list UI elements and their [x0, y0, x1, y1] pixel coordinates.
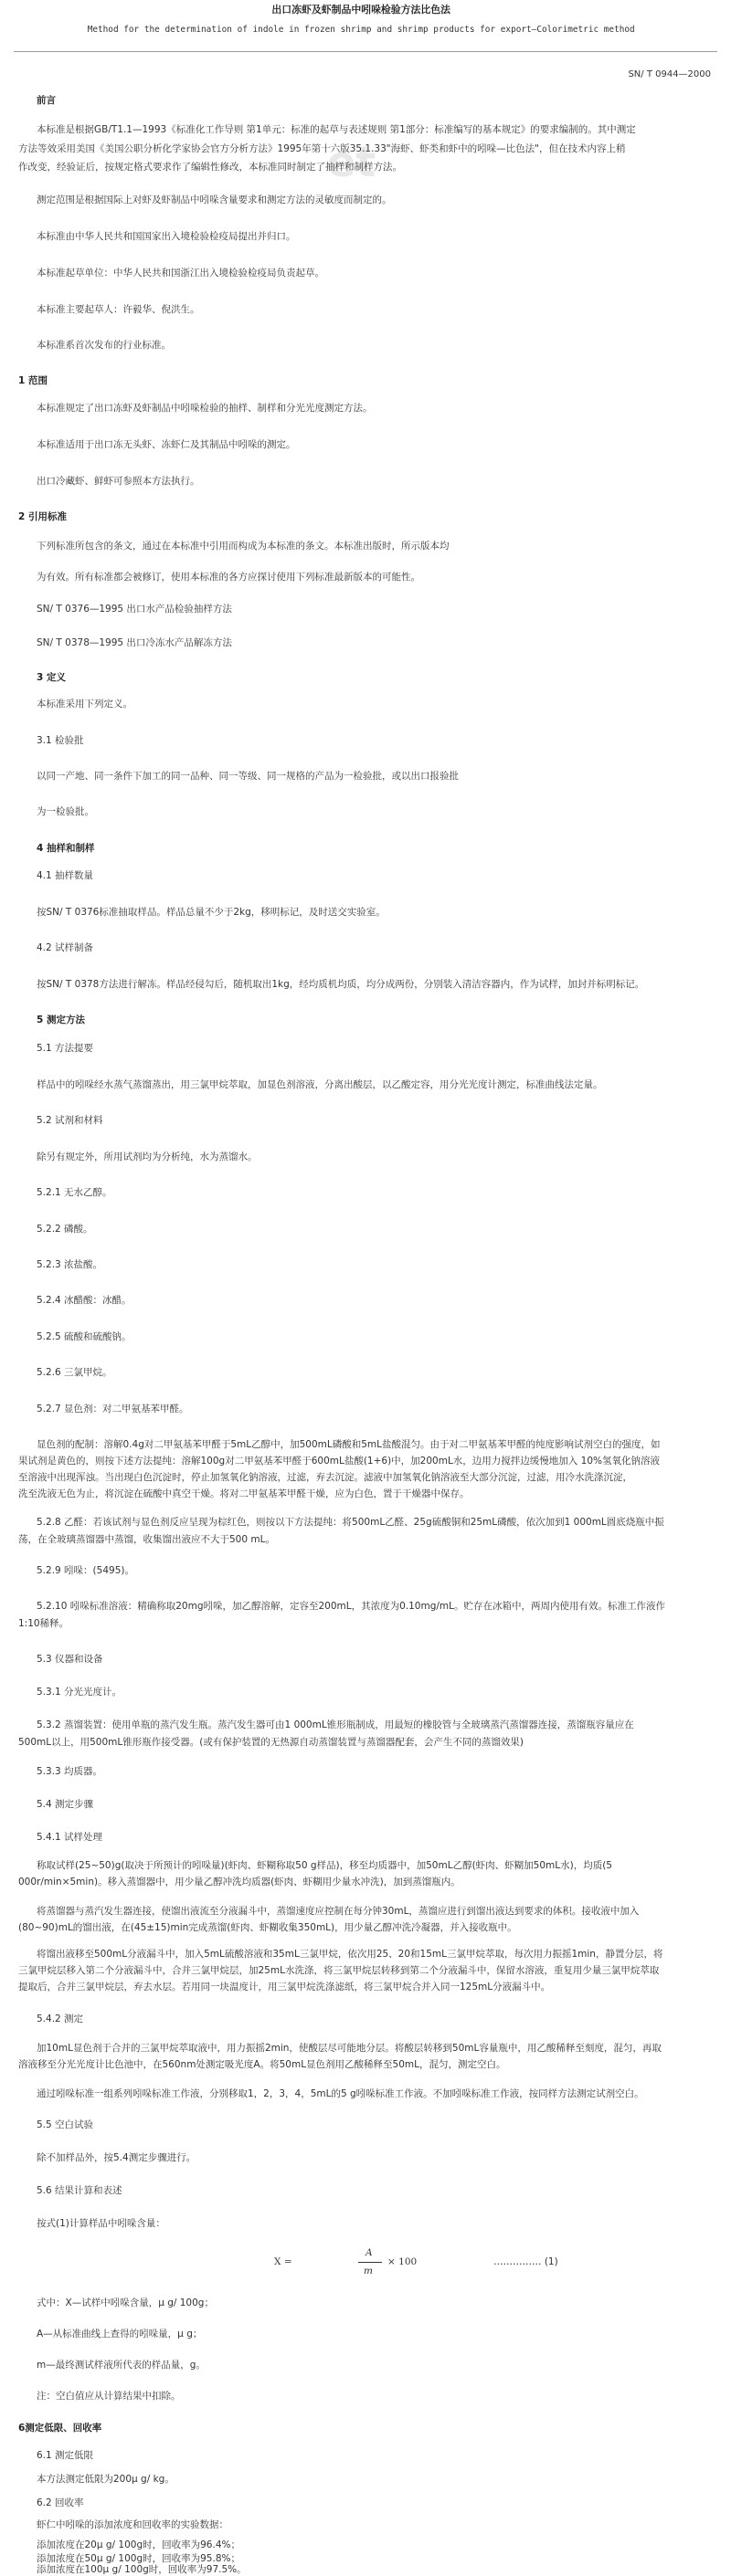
document-title: 出口冻虾及虾制品中吲哚检验方法比色法 [271, 4, 451, 16]
reagent-item: 5.2.3 浓盐酸。 [37, 1259, 103, 1270]
subsection-heading: 5.4.1 试样处理 [37, 1832, 103, 1843]
reagent-item: 5.2.2 磷酸。 [37, 1224, 93, 1235]
paragraph-line: 加10mL显色剂于合并的三氯甲烷萃取液中，用力振摇2min，使酸层尽可能地分层。将酸层转移到50mL容量瓶中，用乙酸稀释至刻度，混匀，再取 [37, 2043, 662, 2054]
paragraph: 样品中的吲哚经水蒸气蒸馏蒸出，用三氯甲烷萃取，加显色剂溶液，分离出酸层，以乙酸定容，用分光光度计测定，标准曲线法定量。 [37, 1079, 603, 1090]
paragraph: 本标准采用下列定义。 [37, 699, 132, 710]
formula-variable-definition: A—从标准曲线上查得的吲哚量，μ g； [37, 2329, 203, 2339]
recovery-result: 添加浓度在50μ g/ 100g时，回收率为95.8%； [37, 2553, 240, 2564]
paragraph-line: 三氯甲烷层移入第二个分液漏斗中，合并三氯甲烷层，加25mL水洗涤，将三氯甲烷层转移到第二个分液漏斗中，保留水溶液，重复用少量三氯甲烷萃取 [18, 1965, 660, 1976]
formula-1 [274, 2245, 558, 2285]
recovery-result: 添加浓度在20μ g/ 100g时，回收率为96.4%； [37, 2539, 240, 2550]
paragraph-line: 果试剂是黄色的，则按下述方法提纯：溶解100g对二甲氨基苯甲醛于600mL盐酸(1+6)中，加200mL水，边用力搅拌边缓慢地加入 10%氢氧化钠溶液 [18, 1456, 660, 1467]
reagent-item: 5.2.9 吲哚：(5495)。 [37, 1565, 134, 1576]
paragraph-line: 溶液移至分光光度计比色池中，在560nm处测定吸光度A。将50mL显色剂用乙酸稀释至50mL，混匀，测定空白。 [18, 2059, 506, 2070]
reagent-item: 5.2.4 冰醋酸：冰醋。 [37, 1295, 132, 1306]
section-heading: 6测定低限、回收率 [18, 2423, 102, 2434]
reagent-item: 5.2.1 无水乙醇。 [37, 1187, 112, 1198]
subsection-heading: 5.6 结果计算和表述 [37, 2185, 122, 2196]
paragraph-line: 将蒸馏器与蒸汽发生器连接，使馏出液流至分液漏斗中，蒸馏速度应控制在每分钟30mL，蒸馏应进行到馏出液达到要求的体积。接收液中加入 [37, 1906, 640, 1917]
foreword-paragraph: 本标准系首次发布的行业标准。 [37, 340, 171, 351]
paragraph-line: 000r/min×5min)。移入蒸馏器中，用少量乙醇冲洗均质器(虾肉、虾糊用少量水冲洗)，加到蒸馏瓶内。 [18, 1877, 461, 1887]
subsection-heading: 4.2 试样制备 [37, 942, 94, 953]
paragraph: 为有效。所有标准都会被修订，使用本标准的各方应探讨使用下列标准最新版本的可能性。 [37, 572, 420, 583]
paragraph-line: 提取后，合并三氯甲烷层，弃去水层。若用同一块温度计，用三氯甲烷洗涤滤纸，将三氯甲烷合并入同一125mL分液漏斗中。 [18, 1982, 551, 1992]
reference-item: SN/ T 0378—1995 出口冷冻水产品解冻方法 [37, 637, 232, 648]
section-heading: 3 定义 [37, 672, 66, 683]
paragraph-line: 将馏出液移至500mL分液漏斗中，加入5mL硫酸溶液和35mL三氯甲烷，依次用25、20和15mL三氯甲烷萃取，每次用力振摇1min，静置分层，将 [37, 1949, 663, 1960]
instrument-item: 5.3.3 均质器。 [37, 1766, 103, 1777]
foreword-paragraph: 本标准主要起草人：许毅华、倪洪生。 [37, 304, 200, 315]
paragraph-line: 称取试样(25~50)g(取决于所预计的吲哚量)(虾肉、虾糊称取50 g样品)，移至均质器中，加50mL乙醇(虾肉、虾糊加50mL水)，均质(5 [37, 1860, 612, 1871]
paragraph: 本方法测定低限为200μ g/ kg。 [37, 2474, 175, 2485]
paragraph: 为一检验批。 [37, 806, 94, 817]
section-heading: 1 范围 [18, 375, 48, 386]
subsection-heading: 4.1 抽样数量 [37, 870, 94, 881]
paragraph: 出口冷藏虾、鲜虾可参照本方法执行。 [37, 476, 200, 487]
reference-item: SN/ T 0376—1995 出口水产品检验抽样方法 [37, 604, 232, 615]
section-heading: 2 引用标准 [18, 511, 67, 522]
foreword-paragraph-line: 作改变，经验证后，按规定格式要求作了编辑性修改，本标准同时制定了抽样和制样方法。 [18, 162, 402, 173]
paragraph-line: 5.2.8 乙醛：若该试剂与显色剂反应呈现为棕红色，则按以下方法提纯：将500mL乙醛、25g硫酸铜和25mL磷酸，依次加到1 000mL圆底烧瓶中振 [37, 1517, 664, 1528]
instrument-item: 5.3.1 分光光度计。 [37, 1687, 122, 1698]
paragraph: 本标准适用于出口冻无头虾、冻虾仁及其制品中吲哚的测定。 [37, 439, 296, 450]
paragraph-line: 500mL以上，用500mL锥形瓶作接受器。(或有保护装置的无热源自动蒸馏装置与蒸馏器配套，会产生不同的蒸馏效果) [18, 1737, 524, 1748]
fraction-bar [358, 2262, 382, 2263]
reagent-item: 5.2.5 硫酸和硫酸钠。 [37, 1331, 132, 1342]
paragraph: 虾仁中吲哚的添加浓度和回收率的实验数据： [37, 2519, 228, 2530]
foreword-paragraph-line: 方法等效采用美国《美国公职分析化学家协会官方分析方法》1995年第十六版35.1.33"海虾、虾类和虾中的吲哚—比色法"，但在技术内容上稍 [18, 143, 626, 154]
paragraph-line: (80~90)mL的馏出液，在(45±15)min完成蒸馏(虾肉、虾糊收集350mL)，用少量乙醇冲洗冷凝器，并入接收瓶中。 [18, 1922, 517, 1933]
foreword-paragraph: 测定范围是根据国际上对虾及虾制品中吲哚含量要求和测定方法的灵敏度而制定的。 [37, 195, 392, 205]
formula-variable-definition: m—最终测试样液所代表的样品量，g。 [37, 2360, 206, 2371]
paragraph: 按SN/ T 0378方法进行解冻。样品经侵勾后，随机取出1kg，经均质机均质，均分成两份，分别装入清洁容器内，作为试样，加封并标明标记。 [37, 979, 645, 990]
subsection-heading: 6.1 测定低限 [37, 2450, 94, 2461]
paragraph: 按SN/ T 0376标准抽取样品。样品总量不少于2kg，移明标记，及时送交实验室。 [37, 907, 386, 918]
document-subtitle: Method for the determination of indole in frozen shrimp and shrimp products for export—Colorimetric method [87, 25, 635, 35]
paragraph: 除不加样品外，按5.4测定步骤进行。 [37, 2152, 196, 2163]
subsection-heading: 5.2 试剂和材料 [37, 1115, 103, 1126]
paragraph: 按式(1)计算样品中吲哚含量： [37, 2218, 165, 2229]
paragraph-line: 显色剂的配制：溶解0.4g对二甲氨基苯甲醛于5mL乙醇中，加500mL磷酸和5mL盐酸混匀。由于对二甲氨基苯甲醛的纯度影响试剂空白的强度，如 [37, 1439, 661, 1450]
paragraph-line: 1:10稀释。 [18, 1618, 69, 1629]
recovery-result: 添加浓度在100μ g/ 100g时，回收率为97.5%。 [37, 2564, 247, 2575]
foreword-paragraph: 本标准起草单位：中华人民共和国浙江出入境检验检疫局负责起草。 [37, 268, 324, 279]
subsection-heading: 3.1 检验批 [37, 735, 84, 746]
foreword-paragraph: 本标准由中华人民共和国国家出入境检验检疫局提出并归口。 [37, 231, 296, 242]
paragraph: 除另有规定外，所用试剂均为分析纯，水为蒸馏水。 [37, 1151, 258, 1162]
paragraph-line: 5.3.2 蒸馏装置：使用单瓶的蒸汽发生瓶。蒸汽发生器可由1 000mL锥形瓶制成，用最短的橡胶管与全玻璃蒸汽蒸馏器连接，蒸馏瓶容量应在 [37, 1719, 634, 1730]
subsection-heading: 5.5 空白试验 [37, 2119, 94, 2130]
paragraph: 以同一产地、同一条件下加工的同一品种、同一等级、同一规格的产品为一检验批，或以出口报验批 [37, 771, 459, 782]
foreword-heading: 前言 [37, 95, 56, 106]
formula-lhs: X = [274, 2256, 292, 2267]
paragraph-line: 5.2.10 吲哚标准溶液：精确称取20mg吲哚，加乙醇溶解，定容至200mL，其浓度为0.10mg/mL。贮存在冰箱中，两周内使用有效。标准工作液作 [37, 1601, 665, 1612]
paragraph-line: 至溶液中出现浑浊。当出现白色沉淀时，停止加氢氧化钠溶液，过滤，弃去沉淀。滤液中加氢氧化钠溶液至大部分沉淀，过滤，用冷水洗涤沉淀， [18, 1472, 632, 1483]
paragraph: 本标准规定了出口冻虾及虾制品中吲哚检验的抽样、制样和分光光度测定方法。 [37, 403, 373, 414]
paragraph-line: 洗至洗液无色为止，将沉淀在硫酸中真空干燥。将对二甲氨基苯甲醛干燥，应为白色，置于干燥器中保存。 [18, 1488, 470, 1499]
watermark: et [327, 137, 376, 186]
subsection-heading: 5.4 测定步骤 [37, 1799, 94, 1810]
header-divider [14, 51, 717, 52]
subsection-heading: 6.2 回收率 [37, 2497, 84, 2508]
formula-denominator: m [364, 2266, 373, 2276]
subsection-heading: 5.4.2 测定 [37, 2013, 84, 2024]
formula-variable-definition: 式中：X—试样中吲哚含量，μ g/ 100g； [37, 2297, 214, 2308]
section-heading: 5 测定方法 [37, 1015, 85, 1025]
standard-number: SN/ T 0944—2000 [628, 69, 711, 79]
formula-numerator: A [366, 2247, 373, 2258]
subsection-heading: 5.1 方法提要 [37, 1043, 94, 1054]
reagent-item: 5.2.6 三氯甲烷。 [37, 1367, 112, 1378]
formula-multiplier: × 100 [387, 2256, 418, 2267]
subsection-heading: 5.3 仪器和设备 [37, 1654, 103, 1665]
paragraph-line: 荡，在全玻璃蒸馏器中蒸馏，收集馏出液应不大于500 mL。 [18, 1534, 275, 1545]
formula-note: 注：空白值应从计算结果中扣除。 [37, 2391, 181, 2402]
section-heading: 4 抽样和制样 [37, 843, 95, 854]
foreword-paragraph-line: 本标准是根据GB/T1.1—1993《标准化工作导则 第1单元：标准的起草与表述规则 第1部分：标准编写的基本规定》的要求编制的。其中测定 [37, 124, 636, 135]
paragraph-line: 通过吲哚标准一组系列吲哚标准工作液，分别移取1，2，3，4，5mL的5 g吲哚标准工作液。不加吲哚标准工作液，按同样方法测定试剂空白。 [37, 2088, 644, 2099]
formula-equation-number: …………… (1) [493, 2256, 558, 2267]
paragraph: 下列标准所包含的条文，通过在本标准中引用而构成为本标准的条文。本标准出版时，所示版本均 [37, 541, 450, 552]
reagent-item: 5.2.7 显色剂：对二甲氨基苯甲醛。 [37, 1404, 189, 1414]
